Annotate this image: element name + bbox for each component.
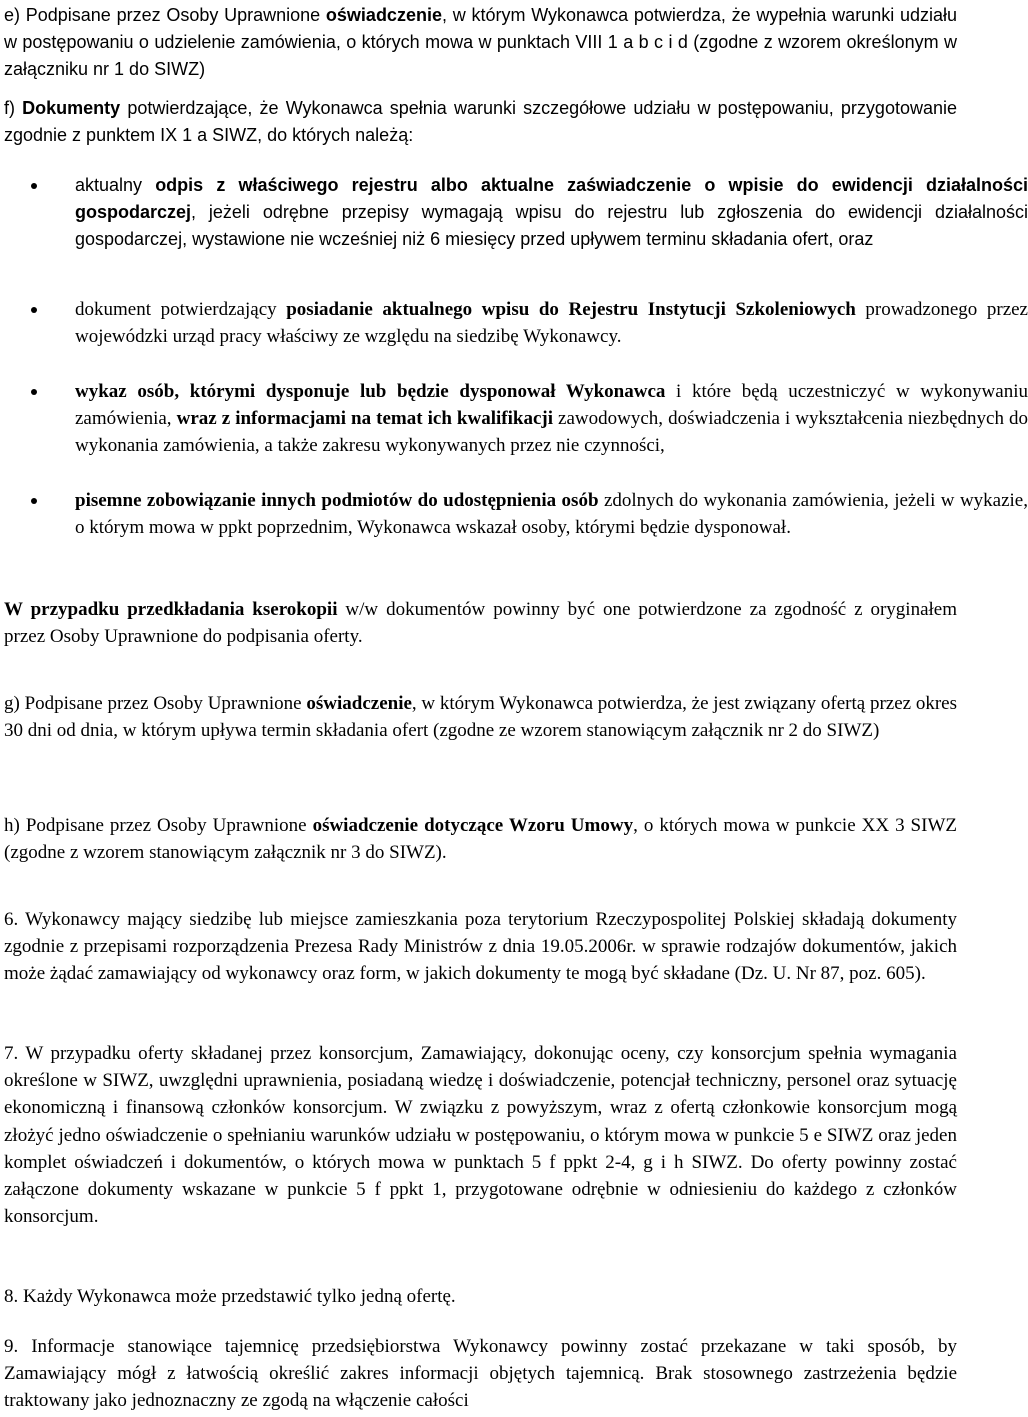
bullet-item-odpis xyxy=(4,172,1028,254)
bullet-text: aktualny xyxy=(75,175,156,195)
section-e-text-2: , w którym Wykonawca potwierdza, że wypełnia warunki udziału w postępowaniu o udzielenie zamówienia, o których mowa w punktach VIII 1 a b c i d (zgodne z wzorem określonym w załączniku nr 1 do SIWZ) xyxy=(4,5,957,80)
paragraph-8: 8. Każdy Wykonawca może przedstawić tylko jedną ofertę. xyxy=(4,1286,456,1307)
paragraph-9: 9. Informacje stanowiące tajemnicę przedsiębiorstwa Wykonawcy powinny zostać przekazane w taki sposób, by Zamawiający mógł z łatwością określić zakres informacji objętych tajemnicą. Brak stosownego zastrzeżenia będzie traktowany jako jednoznaczny ze zgodą na włączenie całości xyxy=(4,1336,957,1412)
bullet-text: i które będą uczestniczyć w wykonywaniu zamówienia, xyxy=(75,381,1028,430)
bullet-text-2: prowadzonego przez wojewódzki urząd pracy właściwy ze względu na siedzibę Wykonawcy. xyxy=(75,299,1028,348)
section-e-bold: oświadczenie xyxy=(325,5,442,25)
kserokopii-paragraph xyxy=(4,596,957,650)
bullet-item-wykaz xyxy=(4,378,1028,460)
bullet-bold: posiadanie aktualnego wpisu do Rejestru Instytucji Szkoleniowych xyxy=(286,299,856,320)
section-f-text-2: potwierdzające, że Wykonawca spełnia warunki szczegółowe udziału w postępowaniu, przygotowanie zgodnie z punktem IX 1 a SIWZ, do których należą: xyxy=(4,98,957,146)
bullet-bold: odpis z właściwego rejestru albo aktualne zaświadczenie o wpisie do ewidencji działalności gospodarczej xyxy=(75,175,1028,223)
paragraph-7: 7. W przypadku oferty składanej przez konsorcjum, Zamawiający, dokonując oceny, czy konsorcjum spełnia wymagania określone w SIWZ, uwzględni uprawnienia, posiadaną wiedzę i doświadczenie, potencjał techniczny, personel oraz sytuację ekonomiczną i finansową członków konsorcjum. W związku z powyższym, wraz z ofertą członkowie konsorcjum mogą złożyć jedno oświadczenie o spełnianiu warunków udziału w postępowaniu, o którym mowa w punkcie 5 e SIWZ oraz jeden komplet oświadczeń i dokumentów, o których mowa w punktach 5 f ppkt 2-4, g i h SIWZ. Do oferty powinny zostać załączone dokumenty wskazane w punkcie 5 f ppkt 1, przygotowane odrębnie w odniesieniu do każdego z członków konsorcjum. xyxy=(4,1043,957,1228)
section-e xyxy=(4,2,957,84)
section-h xyxy=(4,812,957,866)
section-h-text-2: , o których mowa w punkcie XX 3 SIWZ (zgodne z wzorem stanowiącym załącznik nr 3 do SIWZ). xyxy=(4,815,957,864)
section-f-text: f) xyxy=(4,98,23,118)
bullet-bold: pisemne zobowiązanie innych podmiotów do udostępnienia osób xyxy=(75,490,599,511)
section-f xyxy=(4,95,957,149)
section-g-text-2: , w którym Wykonawca potwierdza, że jest związany ofertą przez okres 30 dni od dnia, w którym upływa termin składania ofert (zgodne ze wzorem stanowiącym załącznik nr 2 do SIWZ) xyxy=(4,693,958,742)
section-g xyxy=(4,690,957,744)
section-h-text: h) Podpisane przez Osoby Uprawnione xyxy=(4,815,313,836)
kserokopii-text: w/w dokumentów powinny być one potwierdzone za zgodność z oryginałem przez Osoby Uprawnione do podpisania oferty. xyxy=(4,599,958,648)
section-h-bold: oświadczenie dotyczące Wzoru Umowy xyxy=(312,815,634,836)
bullet-text-2: zawodowych, doświadczenia i wykształcenia niezbędnych do wykonania zamówienia, a także zakresu wykonywanych przez nie czynności, xyxy=(75,408,1028,457)
bullet-item-zobowiazanie xyxy=(4,487,1028,541)
section-g-text: g) Podpisane przez Osoby Uprawnione xyxy=(4,693,307,714)
paragraph-6: 6. Wykonawcy mający siedzibę lub miejsce zamieszkania poza terytorium Rzeczypospolitej Polskiej składają dokumenty zgodnie z przepisami rozporządzenia Prezesa Rady Ministrów z dnia 19.05.2006r. w sprawie rodzajów dokumentów, jakich może żądać zamawiający od wykonawcy oraz form, w jakich dokumenty te mogą być składane (Dz. U. Nr 87, poz. 605). xyxy=(4,909,957,985)
section-e-text: e) Podpisane przez Osoby Uprawnione xyxy=(4,5,326,25)
bullet-item-rejestr xyxy=(4,296,1028,350)
section-f-bold: Dokumenty xyxy=(22,98,121,118)
bullet-text: dokument potwierdzający xyxy=(75,299,287,320)
bullet-text: zdolnych do wykonania zamówienia, jeżeli w wykazie, o którym mowa w ppkt poprzednim, Wykonawca wskazał osoby, którymi będzie dysponował. xyxy=(75,490,1028,539)
bullet-text-2: , jeżeli odrębne przepisy wymagają wpisu do rejestru lub zgłoszenia do ewidencji działalności gospodarczej, wystawione nie wcześniej niż 6 miesięcy przed upływem terminu składania ofert, oraz xyxy=(75,202,1028,250)
section-g-bold: oświadczenie xyxy=(306,693,412,714)
bullet-bold: wykaz osób, którymi dysponuje lub będzie dysponował Wykonawca xyxy=(75,381,666,402)
kserokopii-bold: W przypadku przedkładania kserokopii xyxy=(4,599,338,620)
bullet-bold-2: wraz z informacjami na temat ich kwalifikacji xyxy=(176,408,553,430)
